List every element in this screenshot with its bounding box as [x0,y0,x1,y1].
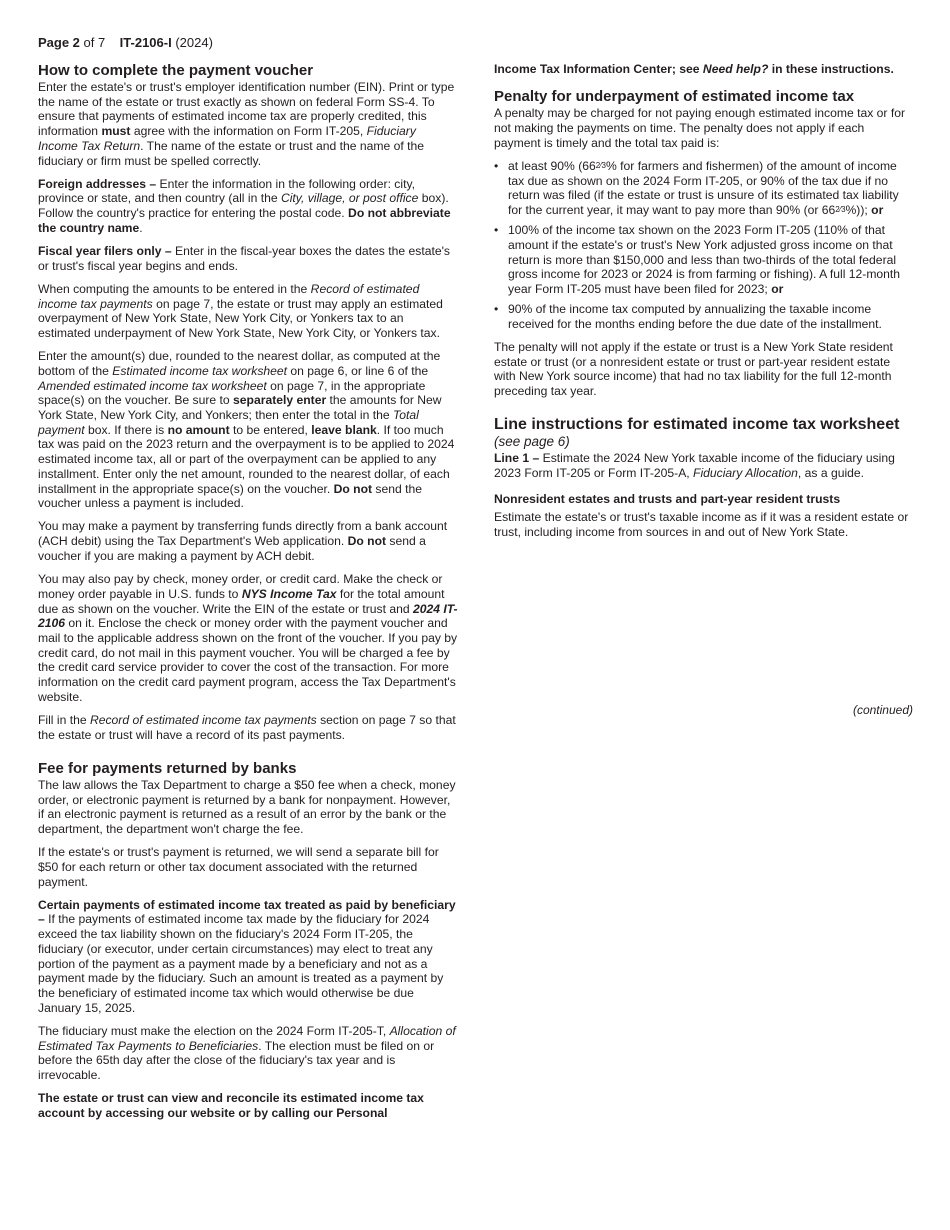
bullet-icon: • [494,223,499,238]
left-column [38,62,458,1129]
foreign-addresses-paragraph: Foreign addresses – Enter the information in the following order: city, province or state, and then country (all in the City, village, or post office box). Follow the country's practice for entering the postal code. Do not abbreviate the country name. [38,176,451,235]
account-paragraph-continued: Income Tax Information Center; see Need help? in these instructions. [494,62,894,76]
account-paragraph: The estate or trust can view and reconcile its estimated income tax account by accessing our website or by calling our Personal [38,1091,424,1120]
beneficiary-paragraph: Certain payments of estimated income tax treated as paid by beneficiary – If the payments of estimated income tax made by the fiduciary for 2024 exceed the tax liability shown on the fiduciary's 2024 Form IT-205, the fiduciary (or executor, under certain circumstances) may elect to treat any portion of the payment as a payment made by a beneficiary and not as a payment made by the fiduciary. Such an amount is treated as a payment by the beneficiary of estimated income tax which would otherwise be due January 15, 2025. [38,897,456,1015]
penalty-heading: Penalty for underpayment of estimated income tax [494,88,855,106]
fiscal-year-paragraph: Fiscal year filers only – Enter in the fiscal-year boxes the dates the estate's or trust's fiscal year begins and ends. [38,244,450,273]
continued-note: (continued) [852,703,913,717]
bullet-icon: • [494,302,499,317]
check-payment-paragraph: You may also pay by check, money order, or credit card. Make the check or money order payable in U.S. funds to NYS Income Tax for the total amount due as shown on the voucher. Write the EIN of the estate or trust and 2024 IT-2106 on it. Enclose the check or money order with the payment voucher and mail to the applicable address shown on the front of the voucher. If you pay by credit card, do not mail in this payment voucher. You will be charged a fee by the credit card service provider to cover the cost of the transaction. For more information on the credit card payment program, access the Tax Department's website. [38,572,458,704]
line-instructions-heading: Line instructions for estimated income tax worksheet [494,416,900,434]
form-id: IT-2106-I [119,35,172,50]
line-instructions-subheading: (see page 6) [494,434,570,450]
form-year: (2024) [175,35,213,50]
page-header [38,35,213,51]
election-paragraph: The fiduciary must make the election on the 2024 Form IT-205-T, Allocation of Estimated Tax Payments to Beneficiaries. The election must be filed on or before the 65th day after the close of the fiduciary's tax year and is irrevocable. [38,1023,456,1082]
nonresident-paragraph: Estimate the estate's or trust's taxable income as if it was a resident estate or trust, including income from sources in and out of New York State. [494,509,909,539]
fee-paragraph-2: If the estate's or trust's payment is returned, we will send a separate bill for $50 for each return or other tax document associated with the returned payment. [38,845,439,889]
penalty-closing: The penalty will not apply if the estate or trust is a New York State resident estate or trust (or a nonresident estate or trust or part-year resident estate with New York source income) that had no tax liability for the full 12-month preceding tax year. [494,340,893,399]
list-item: • 90% of the income tax computed by annualizing the taxable income received for the months ending before the due date of the installment. [494,302,882,331]
enter-amounts-paragraph: Enter the amount(s) due, rounded to the nearest dollar, as computed at the bottom of the Estimated income tax worksheet on page 6, or line 6 of the Amended estimated income tax worksheet on page 7, in the appropriate space(s) on the voucher. Be sure to separately enter the amounts for New York State, New York City, and Yonkers; then enter the total in the Total payment box. If there is no amount to be entered, leave blank. If too much tax was paid on the 2023 return and the overpayment is to be applied to 2024 estimated income tax, all or part of the overpayment can be applied to any installment. Enter only the net amount, rounded to the nearest dollar, of each installment in the appropriate space(s) on the voucher. Do not send the voucher unless a payment is included. [38,349,455,511]
penalty-intro: A penalty may be charged for not paying enough estimated income tax or for not making the payments on time. The penalty does not apply if each payment is timely and the total tax paid is: [494,106,906,150]
voucher-intro-paragraph: Enter the estate's or trust's employer identification number (EIN). Print or type the name of the estate or trust exactly as shown on federal Form SS-4. To ensure that payments of estimated income tax are properly credited, this information must agree with the information on Form IT-205, Fiduciary Income Tax Return. The name of the estate or trust and the name of the fiduciary or firm must be spelled correctly. [38,80,455,168]
right-column [494,62,914,548]
computing-amounts-paragraph: When computing the amounts to be entered in the Record of estimated income tax payments on page 7, the estate or trust may apply an estimated overpayment of New York State, New York City, or Yonkers tax to an estimated underpayment of New York State, New York City, or Yonkers tax. [38,281,443,341]
list-item: • at least 90% (662⁄3% for farmers and fishermen) of the amount of income tax due as shown on the 2024 Form IT-205, or 90% of the tax due if no return was filed (if the estate or trust is unsure of its estimated tax liability for the current year, it may want to pay more than 90% (or 662⁄3%)); or [494,158,899,217]
fee-paragraph-1: The law allows the Tax Department to charge a $50 fee when a check, money order, or electronic payment is returned by a bank for nonpayment. However, if an electronic payment is returned as a result of an error by the bank or the department, the department won't charge the fee. [38,777,456,836]
list-item: • 100% of the income tax shown on the 2023 Form IT-205 (110% of that amount if the estate's or trust's New York adjusted gross income on that return is more than $150,000 and less than two-thirds of the total federal gross income for 2023 or 2024 is from farming or fishing). A full 12-month year Form IT-205 must have been filed for 2023; or [494,223,901,296]
line-1-paragraph: Line 1 – Estimate the 2024 New York taxable income of the fiduciary using 2023 Form IT-205 or Form IT-205-A, Fiduciary Allocation, as a guide. [494,451,895,481]
record-payments-paragraph: Fill in the Record of estimated income tax payments section on page 7 so that the estate or trust will have a record of its past payments. [38,712,456,742]
penalty-conditions-list [494,159,914,332]
bullet-icon: • [494,158,499,173]
voucher-heading: How to complete the payment voucher [38,62,314,79]
fee-heading: Fee for payments returned by banks [38,759,297,777]
page-number: Page 2 [38,35,80,50]
nonresident-heading: Nonresident estates and trusts and part-year resident trusts [494,492,841,507]
page-count: of 7 [79,35,106,50]
ach-debit-paragraph: You may make a payment by transferring funds directly from a bank account (ACH debit) using the Tax Department's Web application. Do not send a voucher if you are making a payment by ACH debit. [38,519,448,563]
